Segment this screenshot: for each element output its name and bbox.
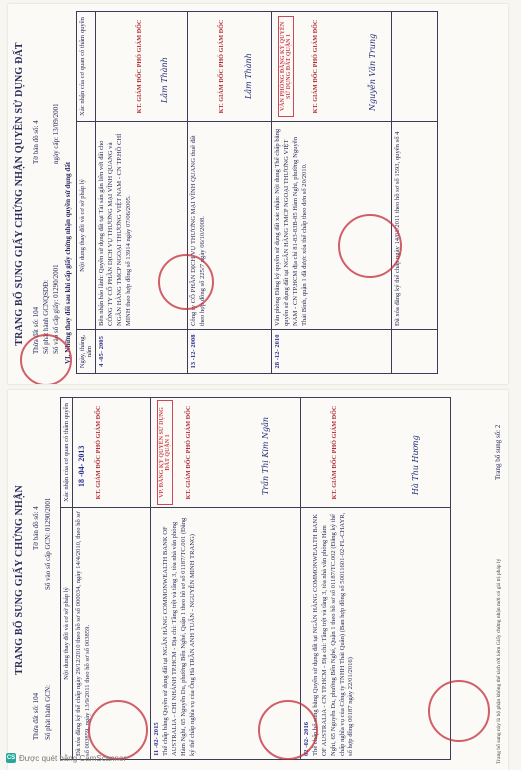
table-header-row	[61, 398, 73, 760]
role-label: KT. GIÁM ĐỐC PHÓ GIÁM ĐỐC	[331, 405, 338, 500]
signature: Lâm Thành	[160, 57, 169, 103]
page1-changes-table	[76, 11, 438, 374]
page2-sheet-no: Thửa đất số: 104	[32, 692, 40, 740]
official-seal	[158, 254, 214, 310]
camscanner-logo-icon: CS	[6, 755, 16, 761]
page1-cert-no: Số phát hành GCNQSDĐ:	[42, 279, 50, 354]
page1-map-no: Tờ bản đồ số: 4	[32, 120, 40, 164]
table-header-row	[77, 12, 96, 374]
row-confirm	[188, 12, 272, 122]
row-date: 11 -02- 2015	[153, 722, 160, 756]
page2-header-note: Trang bổ sung này là bộ phận không thể tách rời kèm Giấy chứng nhận mới có giá trị pháp lý	[496, 558, 502, 764]
official-seal	[88, 700, 148, 760]
signature: Lâm Thành	[244, 53, 253, 99]
table-row	[188, 12, 272, 374]
page1-sheet-no: Thửa đất số: 104	[32, 306, 40, 354]
row-text: Thế chấp bằng Quyền sử dụng đất tại NGÂN HÀNG COMMONWEALTH BANK OF AUSTRALIA - CHI NHÁNH TP.HCM - Địa chỉ: Tầng trệt và tầng 3, tòa nhà văn phòng Hàm Nghi, 65 Nguyễn Du, phường Bến Nghé, Quận 1 theo hồ sơ số 01187/TC.001 (Đăng ký thế chấp nghĩa vụ của Ông Hà TRẦN ANH TUẤN - NGUYỄN MINH TRANG)	[161, 517, 196, 756]
page2-title: TRANG BỔ SUNG GIẤY CHỨNG NHẬN	[14, 485, 25, 675]
table-row	[96, 12, 188, 374]
role-label: KT. GIÁM ĐỐC PHÓ GIÁM ĐỐC	[185, 405, 192, 500]
supplement-page-1	[8, 4, 508, 384]
col-date-header: Ngày, tháng, năm	[77, 330, 96, 374]
role-label: KT. GIÁM ĐỐC PHÓ GIÁM ĐỐC	[136, 19, 143, 114]
scanner-label: Được quét bằng CamScanner	[19, 753, 127, 763]
row-confirm	[73, 398, 151, 508]
row-text: Thế chấp bổ sung bằng Quyền sử dụng đất tại NGÂN HÀNG COMMONWEALTH BANK OF AUSTRALIA - CN TP.HCM - Địa chỉ: Tầng trệt và tầng 3, tòa nhà văn phòng Hàm Nghi, 65 Nguyễn Du, phường Bến Nghé, Quận 1 theo hồ sơ số 01187/TC.002 (Đăng ký thế chấp nghĩa vụ của Công ty TNHH Thái Quân) (Ban hợp đồng số 50011601-02-FL-CHAYR, số hợp đồng 00187 ngày 22/01/2016)	[311, 512, 355, 756]
official-seal	[258, 700, 318, 760]
row-confirm	[272, 12, 392, 122]
row-confirm	[301, 398, 451, 508]
row-content: Bên nhận bảo lãnh: Quyền sử dụng đất tại Tài sản gắn liền với đất cho CÔNG TY CỔ PHẦN DỊCH VỤ THƯƠNG MẠI VĨNH QUANG và NGÂN HÀNG TMCP NGOẠI THƯƠNG VIỆT NAM - CN TP.HỒ CHÍ MINH theo hợp đồng số 13914 ngày 07/06/2005.	[96, 122, 188, 330]
scanner-watermark	[6, 753, 126, 763]
page2-cert-register: Số vào sổ cấp GCN: 01290/2001	[44, 497, 52, 590]
row-confirm	[151, 398, 301, 508]
page1-issue-date: ngày cấp: 13/09/2001	[52, 103, 60, 164]
supplement-page-2	[8, 390, 508, 770]
table-row	[272, 12, 392, 374]
agency-stamp: VĂN PHÒNG ĐĂNG KÝ QUYỀN SỬ DỤNG ĐẤT QUẬN 1	[278, 16, 294, 117]
col-confirm-header: Xác nhận của cơ quan có thẩm quyền	[61, 398, 73, 508]
official-seal	[428, 680, 490, 742]
page2-cert-no: Số phát hành GCN:	[44, 684, 52, 740]
page1-title: TRANG BỔ SUNG GIẤY CHỨNG NHẬN QUYỀN SỬ DỤNG ĐẤT	[14, 42, 25, 346]
page1-section-title: VI. Những thay đổi sau khi cấp giấy chứng nhận quyền sử dụng đất	[64, 161, 72, 364]
signature: Nguyễn Văn Trung	[368, 33, 377, 111]
row-date: 4 -05- 2005	[96, 330, 188, 374]
role-label: KT. GIÁM ĐỐC PHÓ GIÁM ĐỐC	[312, 19, 319, 114]
row-content: Đã xóa đăng ký thế chấp ngày 14/01/2011 theo hồ sơ số 1593, quyển số 4	[392, 122, 438, 330]
row-content: Văn phòng Đăng ký quyền sử dụng đất xác nhận: Nội dung Thế chấp bằng quyền sử dụng đất tại NGÂN HÀNG TMCP NGOẠI THƯƠNG VIỆT NAM - CN TP.HCM địa chỉ 81-83-83B-85 Hàm Nghi, phường Nguyễn Thái Bình, quận 1 đã được xóa thế chấp theo đơn số 20/2010.	[272, 122, 392, 330]
signature: Hà Thu Hương	[411, 435, 420, 495]
agency-stamp: VP. ĐĂNG KÝ QUYỀN SỬ DỤNG ĐẤT QUẬN 1	[157, 400, 173, 505]
row-date: 13 -12- 2008	[188, 330, 272, 374]
page2-footer-page: Trang bổ sung số: 2	[494, 424, 502, 480]
row-confirm	[392, 12, 438, 122]
row-date	[392, 330, 438, 374]
official-seal	[20, 334, 72, 384]
col-confirm-header: Xác nhận của cơ quan có thẩm quyền	[77, 12, 96, 122]
row-content	[301, 508, 451, 760]
row-content: Đã xóa đăng ký thế chấp ngày 29/12/2010 theo hồ sơ số 000034, ngày 14/4/2010, theo hồ sơ số 003859, ngày 13/9/2011 theo hồ sơ số 003859.	[73, 508, 151, 760]
row-confirm	[96, 12, 188, 122]
row-date: 28 -12- 2010	[272, 330, 392, 374]
col-content-header: Nội dung thay đổi và cơ sở pháp lý	[77, 122, 96, 330]
official-seal	[338, 214, 402, 278]
page1-cert-register: Số vào sổ cấp giấy: 01290/2001	[52, 264, 60, 354]
col-content-header: Nội dung thay đổi và cơ sở pháp lý	[61, 508, 73, 760]
stamp-date: 18 -04- 2013	[77, 445, 86, 487]
row-date: 02 -02- 2016	[303, 721, 310, 756]
row-content: Công ty CỔ PHẦN DỊCH VỤ THƯƠNG MẠI VĨNH QUANG thuê đất theo hợp đồng số 225/7 ngày 06/10/2008.	[188, 122, 272, 330]
signature: Trần Thị Kim Ngân	[261, 416, 270, 495]
table-row	[392, 12, 438, 374]
role-label: KT. GIÁM ĐỐC PHÓ GIÁM ĐỐC	[218, 19, 225, 114]
role-label: KT. GIÁM ĐỐC PHÓ GIÁM ĐỐC	[95, 405, 102, 500]
page2-map-no: Tờ bản đồ số: 4	[32, 506, 40, 550]
